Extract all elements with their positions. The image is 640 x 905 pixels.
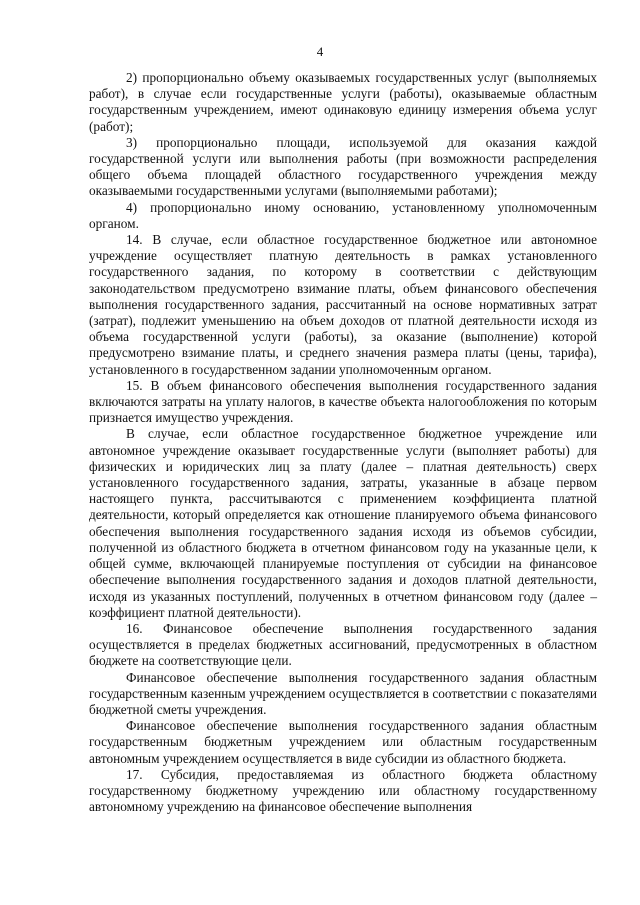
paragraph-clause-17: 17. Субсидия, предоставляемая из областного бюджета областному государственному бюджетному учреждению или областному государственному автономному учреждению на финансовое обеспечение выполнения xyxy=(89,766,597,815)
document-body xyxy=(89,70,597,815)
paragraph-clause-16: 16. Финансовое обеспечение выполнения государственного задания осуществляется в пределах бюджетных ассигнований, предусмотренных в областном бюджете на соответствующие цели. xyxy=(89,620,597,669)
paragraph-item-3: 3) пропорционально площади, используемой для оказания каждой государственной услуги или выполнения работы (при возможности распределения общего объема площадей областного государственного учреждения между оказываемыми государственными услугами (выполняемыми работами); xyxy=(89,134,597,199)
paragraph-item-2: 2) пропорционально объему оказываемых государственных услуг (выполняемых работ), в случае если государственные услуги (работы), оказываемые областным государственным учреждением, имеют одинаковую единицу измерения объема услуг (работ); xyxy=(89,70,597,134)
page-number: 4 xyxy=(316,44,324,59)
paragraph-clause-16-budgetnye: Финансовое обеспечение выполнения государственного задания областным государственным бюджетным учреждением или областным государственным автономным учреждением осуществляется в виде субсидии из областного бюджета. xyxy=(89,718,597,766)
paragraph-clause-14: 14. В случае, если областное государственное бюджетное или автономное учреждение осуществляет платную деятельность в рамках установленного государственного задания, по которому в соответствии с действующим законодательством предусмотрено взимание платы, объем финансового обеспечения выполнения государственного задания, рассчитанный на основе нормативных затрат (затрат), подлежит уменьшению на объем доходов от платной деятельности исходя из объема государственной услуги (работы), за оказание (выполнение) которой предусмотрено взимание платы, и среднего значения размера платы (цены, тарифа), установленного в государственном задании уполномоченным органом. xyxy=(89,232,597,377)
paragraph-clause-15-continued: В случае, если областное государственное бюджетное учреждение или автономное учреждение оказывает государственные услуги (выполняет работы) для физических и юридических лиц за плату (далее – платная деятельность) сверх установленного государственного задания, затраты, указанные в абзаце первом настоящего пункта, рассчитываются с применением коэффициента платной деятельности, который определяется как отношение планируемого объема финансового обеспечения выполнения государственного задания исходя из объемов субсидии, полученной из областного бюджета в отчетном финансовом году на указанные цели, к общей сумме, включающей планируемые поступления от субсидии на финансовое обеспечение выполнения государственного задания и доходов платной деятельности, исходя из указанных поступлений, полученных в отчетном финансовом году (далее – коэффициент платной деятельности). xyxy=(89,426,597,620)
paragraph-clause-15: 15. В объем финансового обеспечения выполнения государственного задания включаются затраты на уплату налогов, в качестве объекта налогообложения по которым признается имущество учреждения. xyxy=(89,377,597,426)
paragraph-item-4: 4) пропорционально иному основанию, установленному уполномоченным органом. xyxy=(89,199,597,231)
paragraph-clause-16-kazennye: Финансовое обеспечение выполнения государственного задания областным государственным казенным учреждением осуществляется в соответствии с показателями бюджетной сметы учреждения. xyxy=(89,669,597,717)
